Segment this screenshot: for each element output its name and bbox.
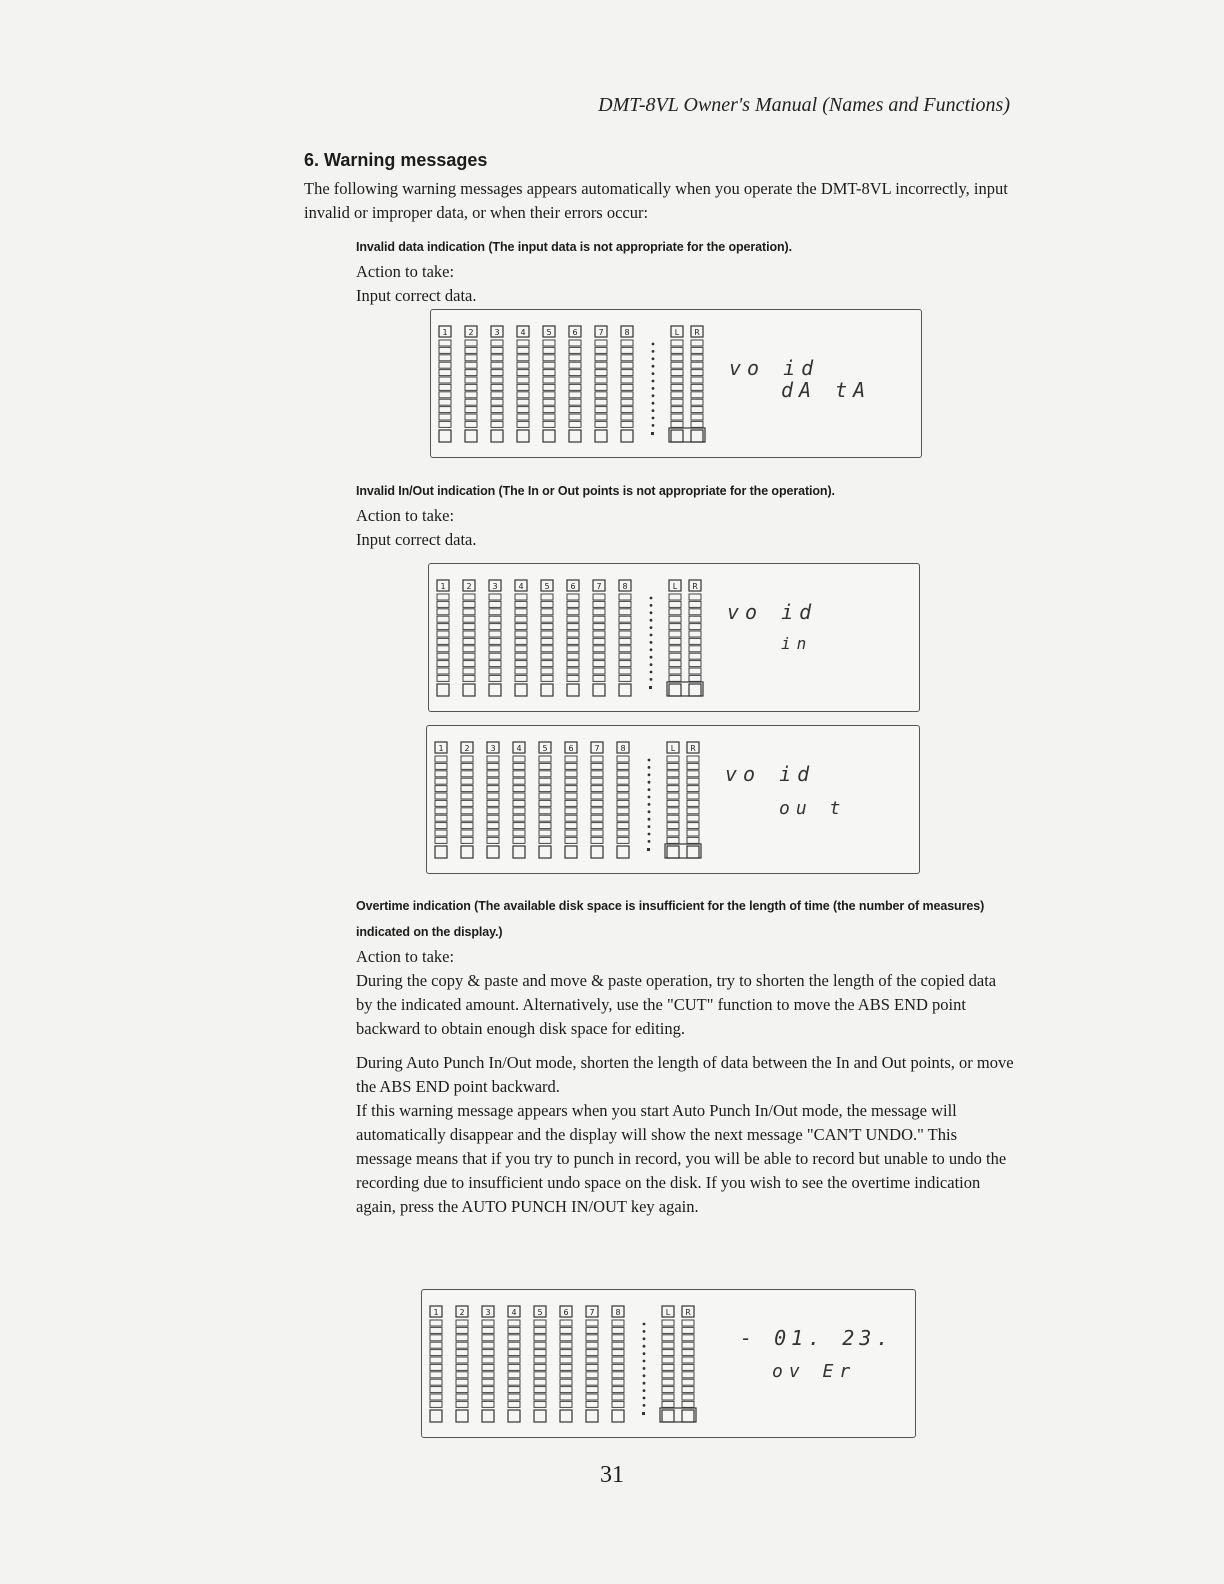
lcd-line-1: vo id xyxy=(727,600,818,624)
lcd-message xyxy=(429,564,921,713)
channel-label: 7 xyxy=(594,744,600,753)
lcd-line-2: dA tA xyxy=(781,378,872,402)
lcd-message xyxy=(422,1290,917,1439)
channel-label: 4 xyxy=(518,582,524,591)
lcd-line-2: ou t xyxy=(779,798,847,819)
item-invalid-data xyxy=(356,234,1016,308)
channel-label: 5 xyxy=(546,328,552,337)
action-label: Action to take: xyxy=(356,262,455,281)
lcd-display-overtime xyxy=(421,1289,916,1438)
channel-label: 7 xyxy=(596,582,602,591)
item-caption: Overtime indication (The available disk space is insufficient for the length of time (the number of measures) indicated on the display.) xyxy=(356,899,985,939)
running-header: DMT-8VL Owner's Manual (Names and Functions) xyxy=(598,94,1010,116)
channel-label: 2 xyxy=(464,744,470,753)
channel-label: 3 xyxy=(494,328,500,337)
channel-label: 6 xyxy=(568,744,574,753)
channel-label: 7 xyxy=(598,328,604,337)
channel-label: 8 xyxy=(622,582,628,591)
channel-label: 6 xyxy=(563,1308,569,1317)
channel-label: 5 xyxy=(544,582,550,591)
action-label: Action to take: xyxy=(356,506,455,525)
channel-label: 8 xyxy=(615,1308,621,1317)
paragraph: During Auto Punch In/Out mode, shorten the length of data between the In and Out points, or move the ABS END point backward. xyxy=(356,1053,1014,1096)
section-title: 6. Warning messages xyxy=(304,150,488,170)
item-caption: Invalid In/Out indication (The In or Out points is not appropriate for the operation). xyxy=(356,484,835,498)
lcd-display-invalid-data xyxy=(430,309,922,458)
page-number: 31 xyxy=(600,1462,624,1488)
channel-label: 5 xyxy=(537,1308,543,1317)
channel-label: 2 xyxy=(468,328,474,337)
lcd-message xyxy=(431,310,923,459)
lcd-line-1: vo id xyxy=(725,762,816,786)
channel-label: 2 xyxy=(466,582,472,591)
channel-label: 2 xyxy=(459,1308,465,1317)
channel-label: R xyxy=(690,744,696,753)
channel-label: 4 xyxy=(516,744,522,753)
channel-label: 1 xyxy=(438,744,444,753)
channel-label: 6 xyxy=(570,582,576,591)
channel-label: 4 xyxy=(520,328,526,337)
channel-label: 3 xyxy=(492,582,498,591)
channel-label: 1 xyxy=(440,582,446,591)
lcd-line-1: - 01. 23. xyxy=(740,1326,894,1350)
channel-label: 1 xyxy=(442,328,448,337)
channel-label: L xyxy=(670,744,676,753)
item-overtime xyxy=(356,893,1016,1219)
paragraph: During the copy & paste and move & paste operation, try to shorten the length of the copied data by the indicated amount. Alternatively, use the "CUT" function to move the ABS END point backward to obtain enough disk space for editing. xyxy=(356,971,997,1038)
channel-label: R xyxy=(694,328,700,337)
channel-label: 7 xyxy=(589,1308,595,1317)
lcd-line-2: ov Er xyxy=(772,1361,857,1382)
lcd-line-1: vo id xyxy=(729,356,820,380)
channel-label: 1 xyxy=(433,1308,439,1317)
channel-label: R xyxy=(692,582,698,591)
lcd-line-2: in xyxy=(781,634,813,653)
channel-label: L xyxy=(674,328,680,337)
channel-label: 3 xyxy=(490,744,496,753)
channel-label: 4 xyxy=(511,1308,517,1317)
item-caption: Invalid data indication (The input data is not appropriate for the operation). xyxy=(356,240,792,254)
lcd-display-invalid-in xyxy=(428,563,920,712)
action-label: Action to take: xyxy=(356,947,455,966)
lcd-display-invalid-out xyxy=(426,725,920,874)
channel-label: 6 xyxy=(572,328,578,337)
intro-paragraph: The following warning messages appears automatically when you operate the DMT-8VL incorrectly, input invalid or improper data, or when their errors occur: xyxy=(304,179,1008,222)
channel-label: 3 xyxy=(485,1308,491,1317)
paragraph: If this warning message appears when you start Auto Punch In/Out mode, the message will automatically disappear and the display will show the next message "CAN'T UNDO." This message means that if you try to punch in record, you will be able to record but unable to undo the recording due to insufficient undo space on the disk. If you wish to see the overtime indication again, press the AUTO PUNCH IN/OUT key again. xyxy=(356,1101,1007,1216)
channel-label: R xyxy=(685,1308,691,1317)
action-text: Input correct data. xyxy=(356,530,477,549)
channel-label: L xyxy=(672,582,678,591)
channel-label: L xyxy=(665,1308,671,1317)
lcd-message xyxy=(427,726,921,875)
item-invalid-in-out xyxy=(356,478,1016,552)
channel-label: 8 xyxy=(620,744,626,753)
channel-label: 5 xyxy=(542,744,548,753)
channel-label: 8 xyxy=(624,328,630,337)
action-text: Input correct data. xyxy=(356,286,477,305)
